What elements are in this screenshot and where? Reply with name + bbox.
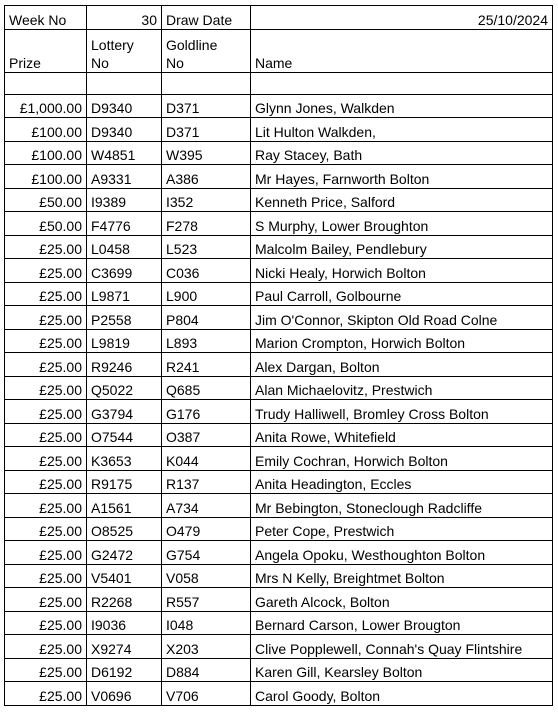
results-table: [4, 5, 553, 706]
name-cell: Mr Bebington, Stoneclough Radcliffe: [251, 494, 553, 518]
table-row: [5, 423, 553, 447]
table-row: [5, 517, 553, 541]
week-label: Week No: [5, 6, 87, 30]
name-cell: Peter Cope, Prestwich: [251, 517, 553, 541]
lottery-no-cell: R2268: [87, 588, 162, 612]
prize-cell: £100.00: [5, 118, 87, 142]
table-row: [5, 141, 553, 165]
prize-cell: £1,000.00: [5, 94, 87, 118]
column-header-goldline-line2: No: [166, 54, 184, 71]
lottery-no-cell: V5401: [87, 564, 162, 588]
lottery-no-cell: F4776: [87, 212, 162, 236]
goldline-no-cell: V706: [162, 682, 251, 706]
lottery-no-cell: D9340: [87, 94, 162, 118]
prize-cell: £25.00: [5, 353, 87, 377]
table-row: [5, 494, 553, 518]
lottery-no-cell: C3699: [87, 259, 162, 283]
table-row: [5, 470, 553, 494]
goldline-no-cell: P804: [162, 306, 251, 330]
prize-cell: £25.00: [5, 564, 87, 588]
table-row: [5, 400, 553, 424]
results-table-body: [5, 6, 553, 706]
goldline-no-cell: A734: [162, 494, 251, 518]
prize-cell: £25.00: [5, 635, 87, 659]
lottery-no-cell: L9819: [87, 329, 162, 353]
name-cell: Marion Crompton, Horwich Bolton: [251, 329, 553, 353]
column-header-row: [5, 29, 553, 72]
lottery-no-cell: X9274: [87, 635, 162, 659]
prize-cell: £25.00: [5, 494, 87, 518]
prize-cell: £25.00: [5, 306, 87, 330]
goldline-no-cell: D371: [162, 118, 251, 142]
name-cell: Clive Popplewell, Connah's Quay Flintshire: [251, 635, 553, 659]
goldline-no-cell: L893: [162, 329, 251, 353]
goldline-no-cell: I048: [162, 611, 251, 635]
name-cell: Anita Headington, Eccles: [251, 470, 553, 494]
prize-cell: £100.00: [5, 165, 87, 189]
table-row: [5, 658, 553, 682]
name-cell: Mr Hayes, Farnworth Bolton: [251, 165, 553, 189]
table-row: [5, 376, 553, 400]
table-row: [5, 329, 553, 353]
name-cell: Glynn Jones, Walkden: [251, 94, 553, 118]
prize-cell: £100.00: [5, 141, 87, 165]
goldline-no-cell: V058: [162, 564, 251, 588]
goldline-no-cell: W395: [162, 141, 251, 165]
name-cell: Paul Carroll, Golbourne: [251, 282, 553, 306]
lottery-no-cell: O7544: [87, 423, 162, 447]
name-cell: Emily Cochran, Horwich Bolton: [251, 447, 553, 471]
table-row: [5, 259, 553, 283]
goldline-no-cell: G176: [162, 400, 251, 424]
name-cell: Kenneth Price, Salford: [251, 188, 553, 212]
name-cell: Malcolm Bailey, Pendlebury: [251, 235, 553, 259]
week-value: 30: [87, 6, 162, 30]
name-cell: Gareth Alcock, Bolton: [251, 588, 553, 612]
table-row: [5, 353, 553, 377]
name-cell: Jim O'Connor, Skipton Old Road Colne: [251, 306, 553, 330]
goldline-no-cell: D884: [162, 658, 251, 682]
prize-cell: £25.00: [5, 611, 87, 635]
lottery-no-cell: D9340: [87, 118, 162, 142]
prize-cell: £50.00: [5, 212, 87, 236]
prize-cell: £25.00: [5, 517, 87, 541]
prize-cell: £25.00: [5, 259, 87, 283]
column-header-lottery: [87, 29, 162, 72]
goldline-no-cell: R241: [162, 353, 251, 377]
lottery-no-cell: V0696: [87, 682, 162, 706]
prize-cell: £25.00: [5, 282, 87, 306]
name-cell: Lit Hulton Walkden,: [251, 118, 553, 142]
name-cell: Ray Stacey, Bath: [251, 141, 553, 165]
lottery-no-cell: G2472: [87, 541, 162, 565]
blank-cell: [87, 72, 162, 94]
goldline-no-cell: I352: [162, 188, 251, 212]
table-row: [5, 212, 553, 236]
lottery-no-cell: K3653: [87, 447, 162, 471]
table-row: [5, 447, 553, 471]
column-header-name: Name: [251, 29, 553, 72]
lottery-no-cell: Q5022: [87, 376, 162, 400]
prize-cell: £50.00: [5, 188, 87, 212]
prize-cell: £25.00: [5, 588, 87, 612]
blank-row: [5, 72, 553, 94]
lottery-no-cell: A1561: [87, 494, 162, 518]
prize-cell: £25.00: [5, 541, 87, 565]
lottery-no-cell: I9389: [87, 188, 162, 212]
prize-cell: £25.00: [5, 423, 87, 447]
lottery-no-cell: R9246: [87, 353, 162, 377]
lottery-no-cell: A9331: [87, 165, 162, 189]
prize-cell: £25.00: [5, 658, 87, 682]
name-cell: Nicki Healy, Horwich Bolton: [251, 259, 553, 283]
column-header-prize: Prize: [5, 29, 87, 72]
lottery-no-cell: D6192: [87, 658, 162, 682]
column-header-lottery-line2: No: [91, 54, 109, 71]
lottery-no-cell: W4851: [87, 141, 162, 165]
blank-cell: [5, 72, 87, 94]
name-cell: Bernard Carson, Lower Brougton: [251, 611, 553, 635]
lottery-no-cell: L9871: [87, 282, 162, 306]
goldline-no-cell: Q685: [162, 376, 251, 400]
name-cell: Anita Rowe, Whitefield: [251, 423, 553, 447]
table-row: [5, 611, 553, 635]
table-row: [5, 682, 553, 706]
goldline-no-cell: L900: [162, 282, 251, 306]
name-cell: Alan Michaelovitz, Prestwich: [251, 376, 553, 400]
prize-cell: £25.00: [5, 235, 87, 259]
table-row: [5, 94, 553, 118]
table-row: [5, 588, 553, 612]
name-cell: Carol Goody, Bolton: [251, 682, 553, 706]
prize-cell: £25.00: [5, 376, 87, 400]
column-header-lottery-line1: Lottery: [91, 36, 134, 53]
prize-cell: £25.00: [5, 682, 87, 706]
lottery-no-cell: I9036: [87, 611, 162, 635]
prize-cell: £25.00: [5, 329, 87, 353]
goldline-no-cell: O387: [162, 423, 251, 447]
name-cell: Angela Opoku, Westhoughton Bolton: [251, 541, 553, 565]
blank-cell: [162, 72, 251, 94]
table-row: [5, 541, 553, 565]
name-cell: Mrs N Kelly, Breightmet Bolton: [251, 564, 553, 588]
table-row: [5, 165, 553, 189]
goldline-no-cell: L523: [162, 235, 251, 259]
header-row-week: [5, 6, 553, 30]
goldline-no-cell: G754: [162, 541, 251, 565]
table-row: [5, 282, 553, 306]
goldline-no-cell: R557: [162, 588, 251, 612]
lottery-no-cell: O8525: [87, 517, 162, 541]
lottery-no-cell: L0458: [87, 235, 162, 259]
draw-date-value: 25/10/2024: [251, 6, 553, 30]
name-cell: S Murphy, Lower Broughton: [251, 212, 553, 236]
goldline-no-cell: K044: [162, 447, 251, 471]
goldline-no-cell: C036: [162, 259, 251, 283]
name-cell: Trudy Halliwell, Bromley Cross Bolton: [251, 400, 553, 424]
name-cell: Alex Dargan, Bolton: [251, 353, 553, 377]
table-row: [5, 188, 553, 212]
lottery-no-cell: G3794: [87, 400, 162, 424]
goldline-no-cell: O479: [162, 517, 251, 541]
table-row: [5, 118, 553, 142]
prize-cell: £25.00: [5, 400, 87, 424]
prize-cell: £25.00: [5, 470, 87, 494]
name-cell: Karen Gill, Kearsley Bolton: [251, 658, 553, 682]
goldline-no-cell: D371: [162, 94, 251, 118]
blank-cell: [251, 72, 553, 94]
lottery-no-cell: P2558: [87, 306, 162, 330]
lottery-no-cell: R9175: [87, 470, 162, 494]
goldline-no-cell: A386: [162, 165, 251, 189]
table-row: [5, 235, 553, 259]
goldline-no-cell: X203: [162, 635, 251, 659]
table-row: [5, 635, 553, 659]
draw-date-label: Draw Date: [162, 6, 251, 30]
column-header-goldline: [162, 29, 251, 72]
goldline-no-cell: R137: [162, 470, 251, 494]
goldline-no-cell: F278: [162, 212, 251, 236]
prize-cell: £25.00: [5, 447, 87, 471]
table-row: [5, 306, 553, 330]
table-row: [5, 564, 553, 588]
column-header-goldline-line1: Goldline: [166, 36, 218, 53]
